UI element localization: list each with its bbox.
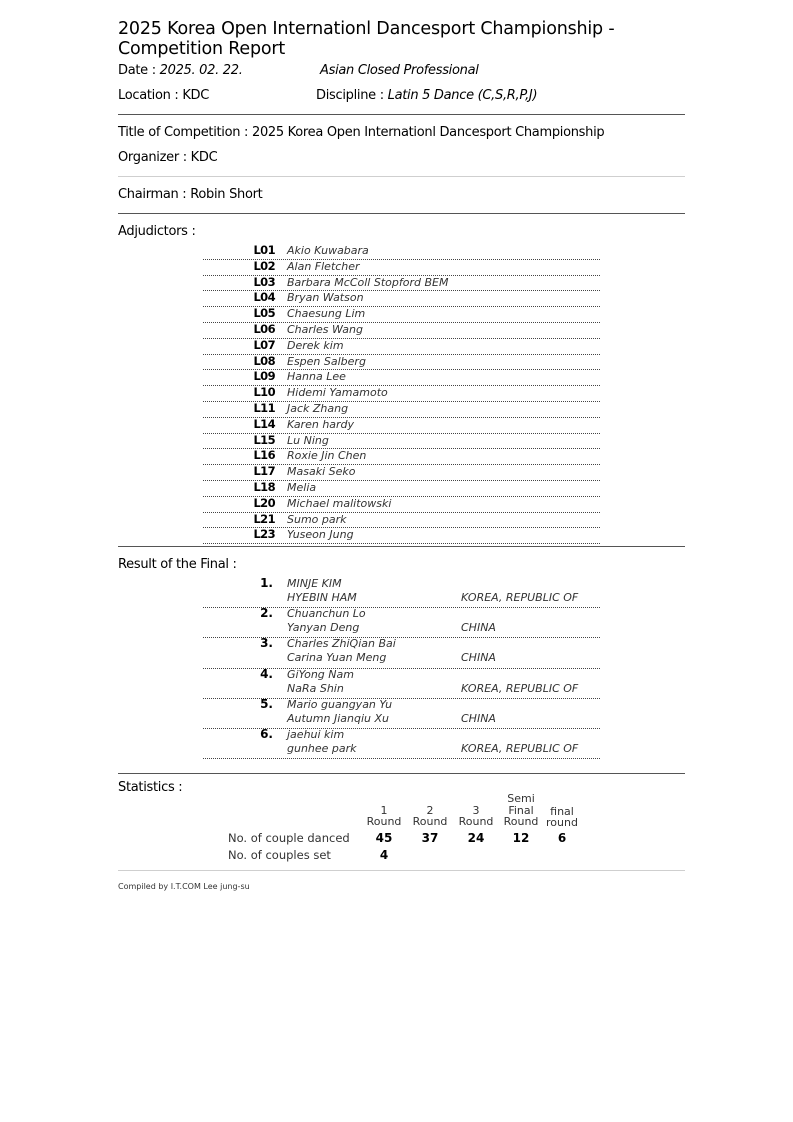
adjudicator-code: L04 bbox=[253, 290, 275, 305]
list-item bbox=[203, 481, 600, 497]
result-rank: 1. bbox=[260, 576, 273, 590]
list-item bbox=[203, 244, 600, 260]
list-item bbox=[203, 608, 600, 638]
adjudicator-name: Chaesung Lim bbox=[287, 307, 366, 321]
list-item bbox=[203, 355, 600, 371]
list-item bbox=[203, 465, 600, 481]
round-header-line: Final bbox=[508, 803, 534, 817]
list-item bbox=[203, 418, 600, 434]
adjudicator-code: L03 bbox=[253, 274, 275, 289]
round-header bbox=[454, 793, 498, 828]
discipline-row bbox=[316, 88, 537, 103]
organizer-value: KDC bbox=[190, 150, 218, 165]
divider bbox=[118, 213, 685, 214]
result-partner1: Charles ZhiQian Bai bbox=[287, 637, 396, 651]
adjudicator-name: Lu Ning bbox=[287, 433, 329, 447]
list-item bbox=[203, 402, 600, 418]
adjudicator-name: Hidemi Yamamoto bbox=[287, 386, 388, 400]
adjudicator-name: Sumo park bbox=[287, 512, 347, 526]
result-country: KOREA, REPUBLIC OF bbox=[461, 591, 579, 604]
list-item bbox=[203, 528, 600, 544]
divider bbox=[118, 114, 685, 115]
adjudicator-name: Charles Wang bbox=[287, 322, 363, 336]
list-item bbox=[203, 291, 600, 307]
statistics-heading: Statistics : bbox=[118, 780, 183, 795]
result-rank: 4. bbox=[260, 666, 273, 681]
round-header-line: Semi bbox=[507, 792, 535, 805]
result-country: KOREA, REPUBLIC OF bbox=[461, 741, 579, 755]
organizer-label: Organizer : bbox=[118, 150, 191, 165]
adjudicator-code: L14 bbox=[253, 416, 275, 431]
date-row bbox=[118, 63, 243, 78]
adjudicator-name: Derek kim bbox=[287, 338, 344, 352]
result-partner2: HYEBIN HAM bbox=[287, 591, 357, 604]
adjudicator-code: L01 bbox=[253, 243, 275, 257]
danced-value: 12 bbox=[512, 831, 530, 845]
adjudicator-name: Karen hardy bbox=[287, 417, 355, 431]
adjudicator-name: Yuseon Jung bbox=[287, 528, 354, 542]
result-partner1: Mario guangyan Yu bbox=[287, 697, 393, 711]
adjudicator-code: L07 bbox=[253, 337, 275, 352]
chairman-value: Robin Short bbox=[190, 187, 263, 202]
round-header-line: 3 bbox=[472, 803, 480, 817]
adjudicator-code: L02 bbox=[253, 258, 275, 273]
list-item bbox=[203, 578, 600, 608]
list-item bbox=[203, 339, 600, 355]
list-item bbox=[203, 696, 600, 729]
danced-value: 45 bbox=[375, 831, 393, 845]
adjudicator-code: L11 bbox=[253, 400, 275, 415]
list-item bbox=[203, 307, 600, 323]
danced-label: No. of couple danced bbox=[228, 831, 350, 845]
list-item bbox=[203, 497, 600, 513]
danced-value: 24 bbox=[467, 831, 485, 845]
adjudicator-name: Hanna Lee bbox=[287, 370, 346, 384]
round-header bbox=[408, 793, 452, 828]
adjudicator-code: L20 bbox=[253, 495, 275, 510]
result-partner2: NaRa Shin bbox=[287, 681, 344, 695]
location-label: Location : bbox=[118, 88, 183, 103]
adjudicator-name: Bryan Watson bbox=[287, 291, 364, 305]
list-item bbox=[203, 666, 600, 699]
discipline-label: Discipline : bbox=[316, 88, 388, 103]
list-item bbox=[203, 260, 600, 276]
footer-credit: Compiled by I.T.COM Lee jung-su bbox=[118, 882, 250, 891]
list-item bbox=[203, 323, 600, 339]
list-item bbox=[203, 276, 600, 292]
result-partner2: Yanyan Deng bbox=[287, 621, 360, 635]
round-header-line: Round bbox=[458, 815, 494, 828]
result-rank: 5. bbox=[260, 696, 273, 711]
set-label: No. of couples set bbox=[228, 848, 331, 862]
competition-row bbox=[118, 125, 604, 140]
round-header-line: final bbox=[550, 804, 574, 818]
result-country: CHINA bbox=[461, 711, 496, 725]
adjudicators-list bbox=[203, 244, 600, 544]
round-header-line bbox=[454, 793, 498, 805]
set-value: 4 bbox=[379, 848, 389, 862]
page-title: 2025 Korea Open Internationl Dancesport Championship - Competition Report bbox=[118, 19, 615, 59]
adjudicator-name: Melia bbox=[287, 480, 317, 494]
adjudicator-name: Alan Fletcher bbox=[287, 259, 360, 273]
list-item bbox=[203, 726, 600, 759]
competition-value: 2025 Korea Open Internationl Dancesport Championship bbox=[251, 125, 605, 140]
round-header-line: 2 bbox=[426, 803, 434, 817]
divider bbox=[118, 870, 685, 871]
round-header-line: round bbox=[546, 816, 578, 829]
result-country: KOREA, REPUBLIC OF bbox=[461, 681, 579, 695]
round-header-line: 1 bbox=[380, 803, 388, 817]
result-partner2: Carina Yuan Meng bbox=[287, 651, 387, 665]
adjudicator-code: L08 bbox=[253, 353, 275, 368]
date-value: 2025. 02. 22. bbox=[159, 63, 243, 78]
adjudicator-name: Roxie Jin Chen bbox=[287, 449, 367, 463]
list-item bbox=[203, 386, 600, 402]
result-rank: 6. bbox=[260, 726, 273, 741]
adjudicator-name: Espen Salberg bbox=[287, 354, 366, 368]
list-item bbox=[203, 449, 600, 465]
event-name: Asian Closed Professional bbox=[320, 63, 479, 78]
adjudicator-code: L06 bbox=[253, 321, 275, 336]
divider bbox=[118, 546, 685, 547]
list-item bbox=[203, 434, 600, 450]
list-item bbox=[203, 513, 600, 529]
adjudicator-code: L23 bbox=[253, 527, 275, 542]
adjudicator-code: L16 bbox=[253, 448, 275, 463]
danced-value: 6 bbox=[557, 831, 567, 845]
date-label: Date : bbox=[118, 63, 160, 78]
result-rank: 2. bbox=[260, 606, 273, 621]
round-header bbox=[499, 793, 543, 828]
divider bbox=[118, 176, 685, 177]
results-heading: Result of the Final : bbox=[118, 557, 237, 572]
adjudicator-name: Jack Zhang bbox=[287, 401, 349, 415]
competition-label: Title of Competition : bbox=[118, 125, 252, 140]
chairman-row bbox=[118, 187, 262, 202]
adjudicator-name: Masaki Seko bbox=[287, 465, 356, 479]
result-partner1: jaehui kim bbox=[287, 727, 345, 741]
adjudicator-code: L17 bbox=[253, 464, 275, 479]
discipline-value: Latin 5 Dance (C,S,R,P,J) bbox=[387, 88, 538, 103]
divider bbox=[118, 773, 685, 774]
list-item bbox=[203, 370, 600, 386]
round-header-line bbox=[408, 793, 452, 805]
adjudicators-heading: Adjudictors : bbox=[118, 224, 196, 239]
round-header-line: Round bbox=[412, 815, 448, 828]
adjudicator-code: L10 bbox=[253, 385, 275, 400]
round-header bbox=[362, 793, 406, 828]
result-country: CHINA bbox=[461, 621, 496, 635]
round-header-line bbox=[362, 793, 406, 805]
result-partner1: MINJE KIM bbox=[287, 577, 342, 590]
location-value: KDC bbox=[182, 88, 210, 103]
location-row bbox=[118, 88, 209, 103]
list-item bbox=[203, 638, 600, 668]
result-rank: 3. bbox=[260, 636, 273, 651]
round-header-line: Round bbox=[503, 815, 539, 828]
round-header bbox=[540, 794, 584, 829]
danced-value: 37 bbox=[421, 831, 439, 845]
adjudicator-code: L15 bbox=[253, 432, 275, 447]
adjudicator-code: L18 bbox=[253, 479, 275, 494]
organizer-row bbox=[118, 150, 217, 165]
result-partner2: Autumn Jianqiu Xu bbox=[287, 711, 389, 725]
round-header-line bbox=[540, 794, 584, 806]
adjudicator-name: Akio Kuwabara bbox=[287, 244, 369, 257]
adjudicator-code: L21 bbox=[253, 511, 275, 526]
result-partner1: GiYong Nam bbox=[287, 667, 354, 681]
adjudicator-code: L05 bbox=[253, 306, 275, 321]
adjudicator-name: Barbara McColl Stopford BEM bbox=[287, 275, 449, 289]
result-partner2: gunhee park bbox=[287, 741, 357, 755]
adjudicator-code: L09 bbox=[253, 369, 275, 384]
result-partner1: Chuanchun Lo bbox=[287, 607, 366, 621]
adjudicator-name: Michael malitowski bbox=[287, 496, 392, 510]
results-list bbox=[203, 578, 600, 759]
round-header-line: Round bbox=[366, 815, 402, 828]
result-country: CHINA bbox=[461, 651, 496, 665]
chairman-label: Chairman : bbox=[118, 187, 191, 202]
